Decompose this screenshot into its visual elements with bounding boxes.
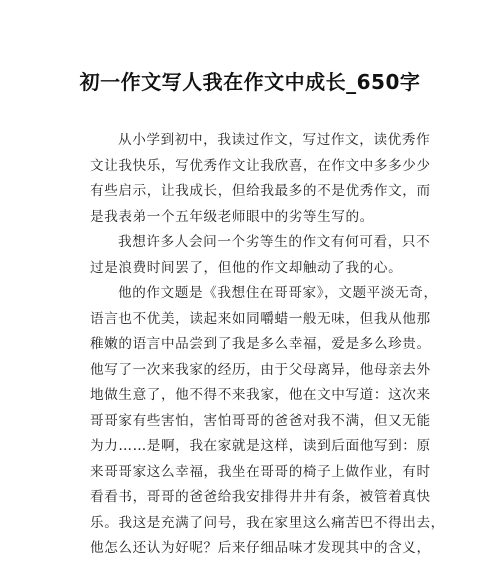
text-line: 稚嫩的语言中品尝到了我是多么幸福，爱是多么珍贵。 — [90, 336, 431, 352]
text-line: 看看书，哥哥的爸爸给我安排得井井有条，被管着真快 — [90, 489, 431, 505]
text-line: 文让我快乐，写优秀作文让我欣喜，在作文中多多少少 — [90, 157, 431, 174]
text-line: 过是浪费时间罢了，但他的作文却触动了我的心。 — [90, 259, 403, 276]
text-line: 他怎么还认为好呢？后来仔细品味才发现其中的含义， — [90, 540, 431, 556]
text-line: 为力……是啊，我在家就是这样，读到后面他写到：原 — [90, 438, 431, 454]
text-line: 他的作文题是《我想住在哥哥家》，文题平淡无奇， — [118, 285, 438, 301]
text-line: 地做生意了，他不得不来我家，他在文中写道：这次来 — [90, 387, 431, 403]
text-line: 是我表弟一个五年级老师眼中的劣等生写的。 — [90, 208, 374, 225]
text-line: 语言也不优美，读起来如同嚼蜡一般无味，但我从他那 — [90, 310, 431, 327]
text-line: 我想许多人会问一个劣等生的作文有何可看，只不 — [118, 234, 431, 250]
text-line: 来哥哥家这么幸福，我坐在哥哥的椅子上做作业，有时 — [90, 463, 431, 480]
article-body — [90, 128, 445, 562]
document-title: 初一作文写人我在作文中成长_650字 — [79, 70, 421, 94]
text-line: 乐。我这是充满了问号，我在家里这么痛苦巴不得出去， — [90, 514, 445, 531]
text-line: 从小学到初中，我读过作文，写过作文，读优秀作 — [118, 132, 431, 148]
text-line: 有些启示，让我成长，但给我最多的不是优秀作文，而 — [90, 183, 431, 199]
text-line: 哥哥家有些害怕，害怕哥哥的爸爸对我不满，但又无能 — [90, 412, 431, 429]
text-line: 他写了一次来我家的经历，由于父母离异，他母亲去外 — [90, 361, 431, 378]
